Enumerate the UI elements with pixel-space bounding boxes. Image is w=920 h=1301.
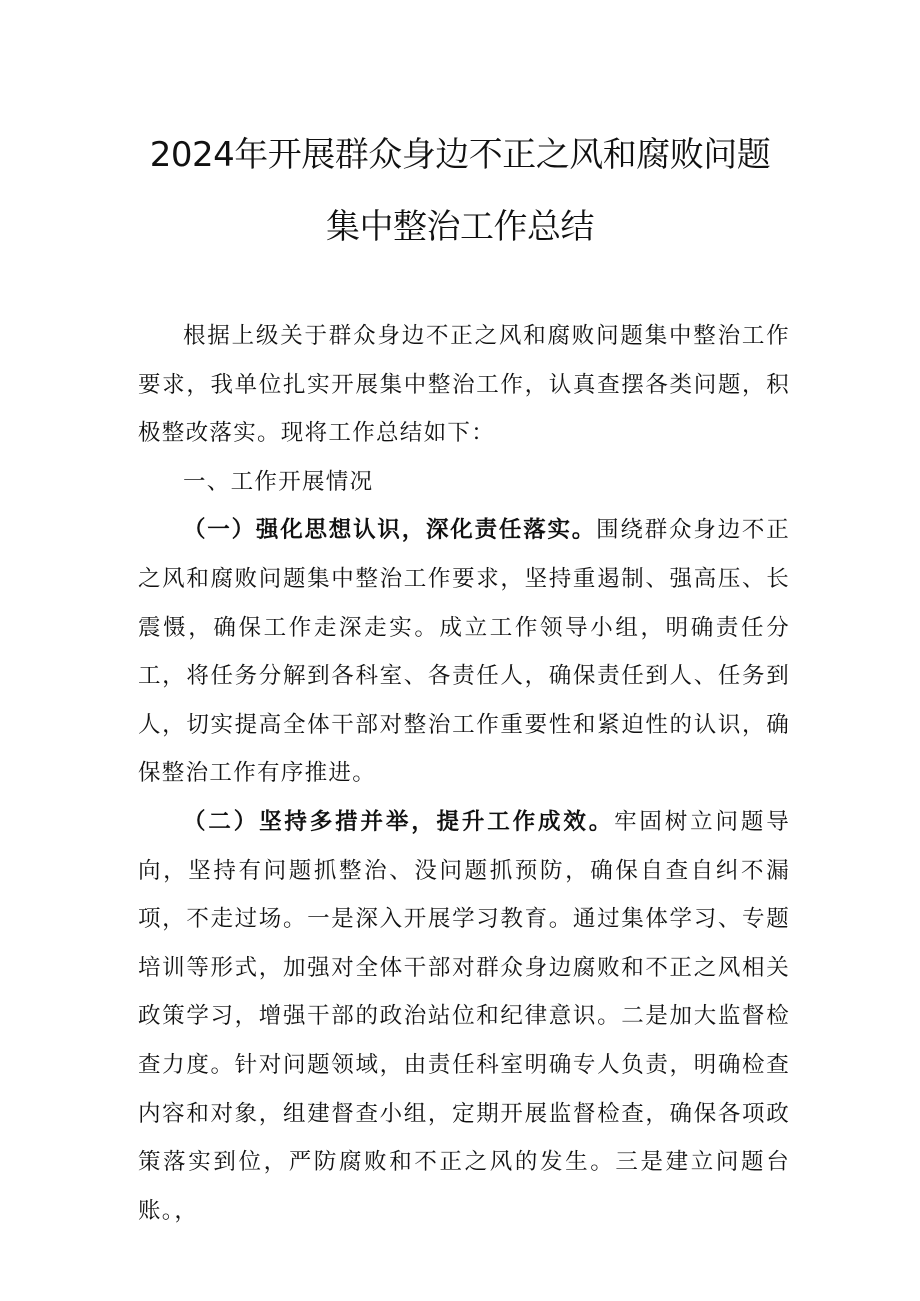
document-body xyxy=(138,312,790,1235)
document-title-line-2: 集中整治工作总结 xyxy=(326,207,594,247)
document-title-line-1: 2024年开展群众身边不正之风和腐败问题 xyxy=(149,135,771,175)
item-1-paragraph xyxy=(138,506,790,798)
item-1-lead: （一）强化思想认识，深化责任落实。 xyxy=(183,517,597,544)
item-2-body: 牢固树立问题导向，坚持有问题抓整治、没问题抓预防，确保自查自纠不漏项，不走过场。一是深入开展学习教育。通过集体学习、专题培训等形式，加强对全体干部对群众身边腐败和不正之风相关政策学习，增强干部的政治站位和纪律意识。二是加大监督检查力度。针对问题领域，由责任科室明确专人负责，明确检查内容和对象，组建督查小组，定期开展监督检查，确保各项政策落实到位，严防腐败和不正之风的发生。三是建立问题台账。， xyxy=(138,808,790,1224)
item-2-lead: （二）坚持多措并举，提升工作成效。 xyxy=(183,808,615,835)
intro-paragraph: 根据上级关于群众身边不正之风和腐败问题集中整治工作要求，我单位扎实开展集中整治工作，认真查摆各类问题，积极整改落实。现将工作总结如下： xyxy=(138,323,790,447)
item-2-paragraph xyxy=(138,798,790,1235)
section-heading: 一、工作开展情况 xyxy=(183,468,374,495)
item-1-body: 围绕群众身边不正之风和腐败问题集中整治工作要求，坚持重遏制、强高压、长震慑，确保工作走深走实。成立工作领导小组，明确责任分工，将任务分解到各科室、各责任人，确保责任到人、任务到人，切实提高全体干部对整治工作重要性和紧迫性的认识，确保整治工作有序推进。 xyxy=(138,517,790,787)
